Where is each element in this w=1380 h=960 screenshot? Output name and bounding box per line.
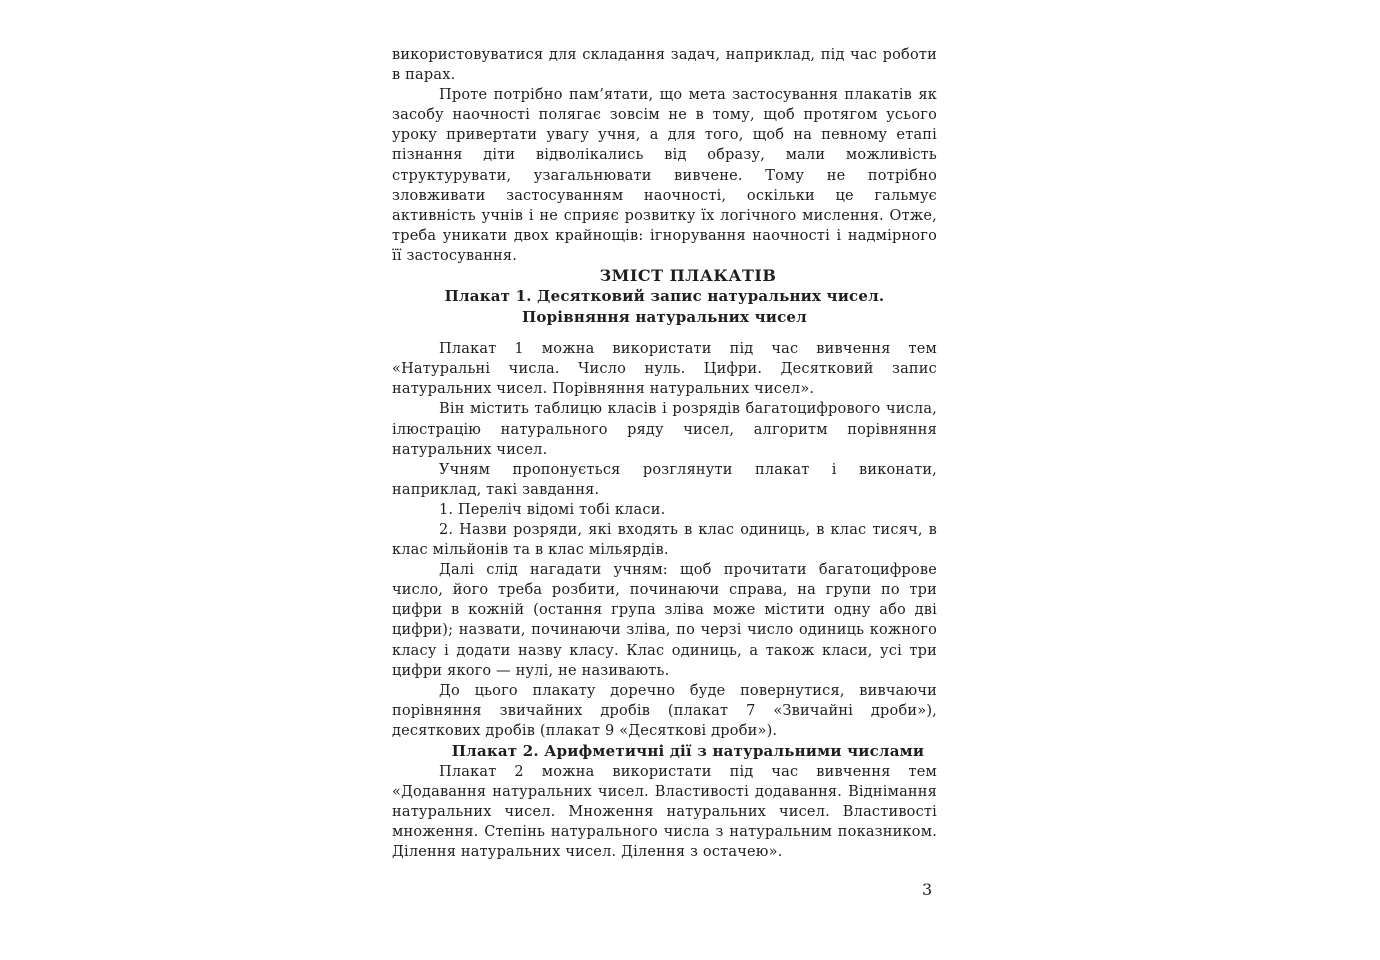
poster1-task-2: 2. Назви розряди, які входять в клас одиниць, в клас тисяч, в клас мільйонів та в клас мільярдів. [392,521,937,559]
document-page [392,45,937,862]
page-number: 3 [922,880,933,899]
poster2-paragraph-topics: Плакат 2 можна використати під час вивчення тем «Додавання натуральних чисел. Властивості додавання. Віднімання натуральних чисел. Множення натуральних чисел. Властивості множення. Степінь натурального числа з натуральним показником. Ділення натуральних чисел. Ділення з остачею». [392,764,937,861]
section-title: ЗМІСТ ПЛАКАТІВ [599,266,777,286]
poster1-paragraph-topics: Плакат 1 можна використати під час вивчення тем «Натуральні числа. Число нуль. Цифри. Десятковий запис натуральних чисел. Порівняння натуральних чисел». [392,341,937,398]
paragraph-visual-aids-purpose: Проте потрібно пам’ятати, що мета застосування плакатів як засобу наочності полягає зовсім не в тому, щоб протягом усього уроку привертати увагу учня, а для того, щоб на певному етапі пізнання діти відволікались від образу, мали можливість структурувати, узагальнювати вивчене. Тому не потрібно зловживати застосуванням наочності, оскільки це гальмує активність учнів і не сприяє розвитку їх логічного мислення. Отже, треба уникати двох крайнощів: ігнорування наочності і надмірного її застосування. [392,87,937,264]
poster1-task-1: 1. Переліч відомі тобі класи. [439,501,666,518]
poster1-paragraph-contents: Він містить таблицю класів і розрядів багатоцифрового числа, ілюстрацію натурального ряду чисел, алгоритм порівняння натуральних чисел. [392,401,937,458]
poster1-title-line1: Плакат 1. Десятковий запис натуральних чисел. [444,287,885,306]
paragraph-continuation: використовуватися для складання задач, наприклад, під час роботи в парах. [392,47,937,84]
poster1-title-line2: Порівняння натуральних чисел [522,308,807,327]
poster1-title [392,286,937,328]
poster2-title: Плакат 2. Арифметичні дії з натуральними числами [451,742,925,760]
poster1-paragraph-return: До цього плакату доречно буде повернутися, вивчаючи порівняння звичайних дробів (плакат 7 «Звичайні дроби»), десяткових дробів (плакат 9 «Десяткові дроби»). [392,682,937,739]
poster1-paragraph-tasks-intro: Учням пропонується розглянути плакат і виконати, наприклад, такі завдання. [392,461,937,498]
poster1-paragraph-reading-numbers: Далі слід нагадати учням: щоб прочитати багатоцифрове число, його треба розбити, починаючи справа, на групи по три цифри в кожній (остання група зліва може містити одну або дві цифри); назвати, починаючи зліва, по черзі число одиниць кожного класу і додати назву класу. Клас одиниць, а також класи, усі три цифри якого — нулі, не називають. [392,562,937,679]
